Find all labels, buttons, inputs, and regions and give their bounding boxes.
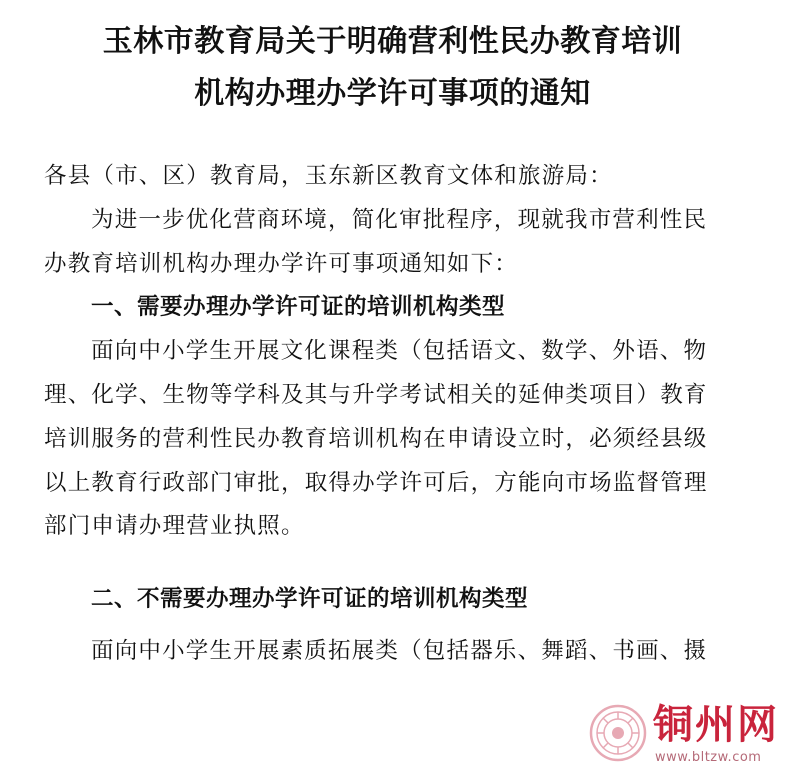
title-line-2: 机构办理办学许可事项的通知 bbox=[194, 76, 591, 111]
section-1-line-3: 培训服务的营利性民办教育培训机构在申请设立时，必须经县级 bbox=[44, 425, 708, 452]
title-line-1: 玉林市教育局关于明确营利性民办教育培训 bbox=[102, 24, 683, 59]
section-1-line-1: 面向中小学生开展文化课程类（包括语文、数学、外语、物 bbox=[91, 338, 708, 365]
salutation: 各县（市、区）教育局，玉东新区教育文体和旅游局： bbox=[44, 163, 613, 189]
section-2-line-1: 面向中小学生开展素质拓展类（包括器乐、舞蹈、书画、摄 bbox=[91, 637, 708, 664]
bronze-drum-icon bbox=[589, 704, 647, 762]
intro-line-1: 为进一步优化营商环境，简化审批程序，现就我市营利性民 bbox=[91, 206, 708, 233]
section-1-line-2: 理、化学、生物等学科及其与升学考试相关的延伸类项目）教育 bbox=[44, 381, 708, 408]
watermark-url: www.bltzw.com bbox=[655, 750, 762, 765]
document-body-section-2 bbox=[44, 578, 744, 674]
section-1-line-4: 以上教育行政部门审批，取得办学许可后，方能向市场监督管理 bbox=[44, 469, 708, 496]
section-2-heading: 二、不需要办理办学许可证的培训机构类型 bbox=[91, 586, 529, 612]
document-title bbox=[0, 16, 785, 120]
watermark-site-name: 铜州网 bbox=[653, 701, 779, 748]
intro-line-2: 办教育培训机构办理办学许可事项通知如下： bbox=[44, 250, 519, 277]
document-body bbox=[44, 155, 744, 549]
section-1-heading: 一、需要办理办学许可证的培训机构类型 bbox=[91, 294, 506, 321]
site-watermark bbox=[583, 700, 783, 771]
section-1-line-5: 部门申请办理营业执照。 bbox=[44, 513, 305, 540]
